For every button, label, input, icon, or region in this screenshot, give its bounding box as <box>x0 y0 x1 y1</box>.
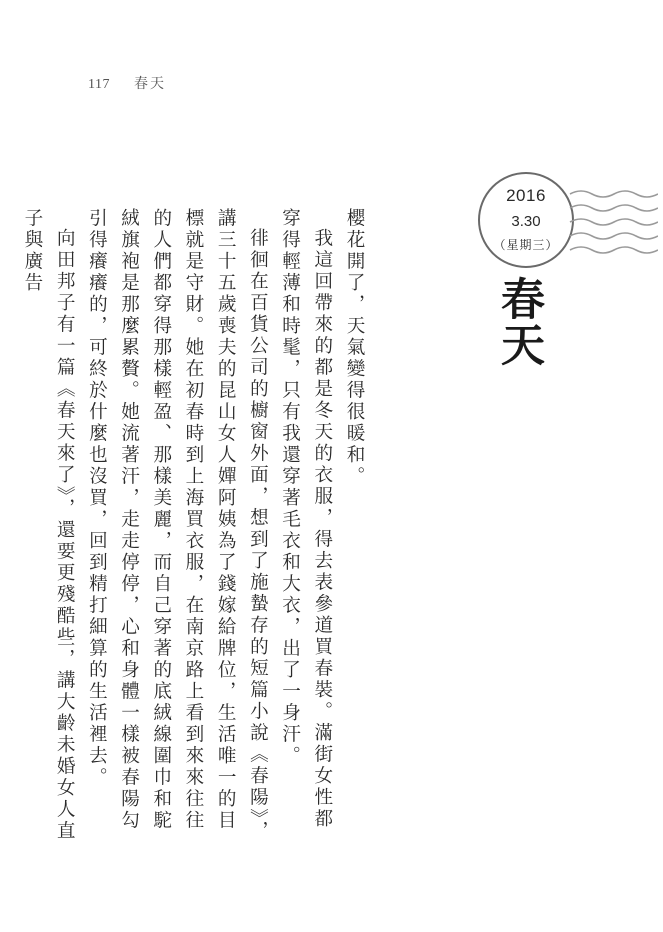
page-header <box>88 73 166 93</box>
stamp-weekday: （星期三） <box>493 238 559 252</box>
chapter-title: 春天 <box>493 276 544 368</box>
paragraph: 向田邦子有一篇《春天來了》，還要更殘酷些，講大齡未婚女人直子與廣告 <box>21 208 76 842</box>
running-head: 春天 <box>133 76 166 92</box>
paragraph: 我這回帶來的都是冬天的衣服，得去表參道買春裝。滿街女性都穿得輕薄和時髦，只有我還穿著毛衣和大衣，出了一身汗。 <box>279 208 333 830</box>
postmark-stamp <box>478 172 574 268</box>
body-text <box>16 208 370 848</box>
stamp-date: 3.30 <box>511 213 541 230</box>
paragraph: 徘徊在百貨公司的櫥窗外面，想到了施蟄存的短篇小說《春陽》，講三十五歲喪夫的昆山女人嬋阿姨為了錢嫁給牌位，生活唯一的目標就是守財。她在初春時到上海買衣服，在南京路上看到來來往往的人們都穿得那樣輕盈、那樣美麗，而自己穿著的底絨線圍巾和駝絨旗袍是那麼累贅。她流著汗，走走停停，心和身體一樣被春陽勾引得癢癢的，可終於什麼也沒買，回到精打細算的生活裡去。 <box>86 208 269 842</box>
postmark-wavy-lines <box>568 170 658 270</box>
stamp-year: 2016 <box>506 186 546 205</box>
paragraph: 櫻花開了，天氣變得很暖和。 <box>344 208 365 488</box>
page-number: 117 <box>88 77 110 92</box>
